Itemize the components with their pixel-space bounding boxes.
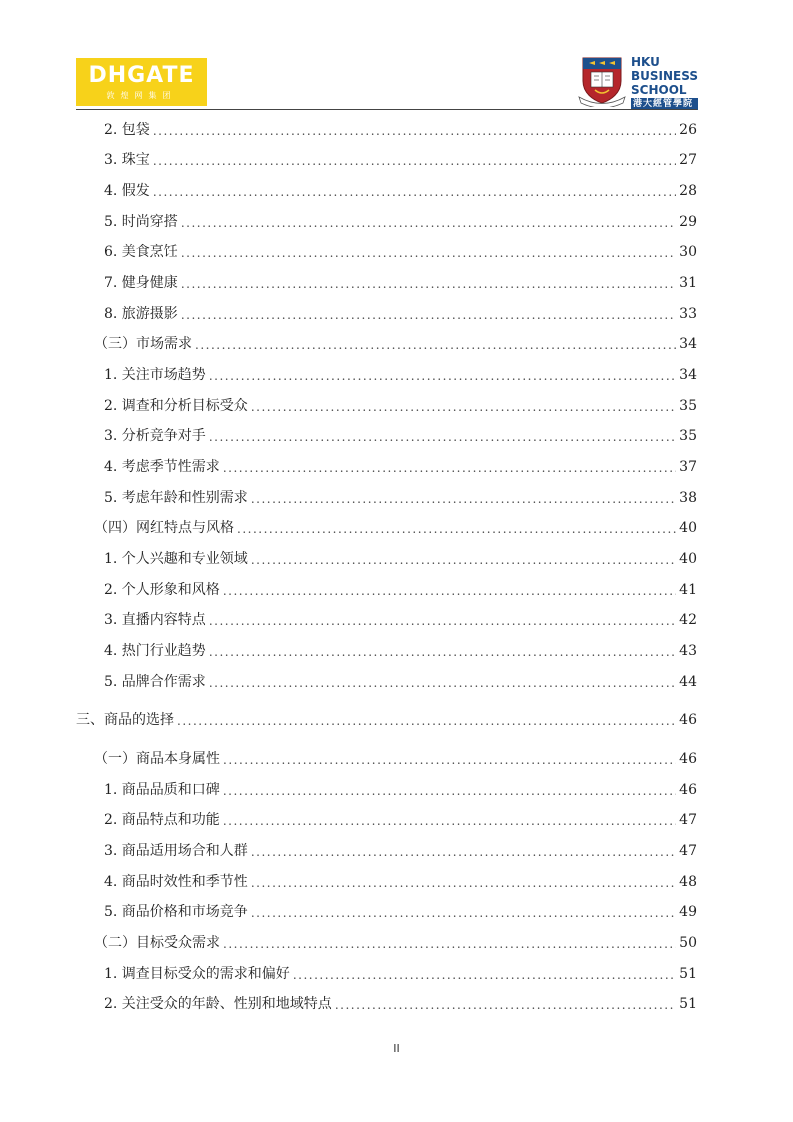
toc-page-number: 46 bbox=[679, 751, 697, 767]
toc-entry[interactable] bbox=[104, 425, 697, 445]
hku-line-1: HKU bbox=[631, 55, 660, 69]
toc-dot-leader bbox=[181, 307, 676, 323]
toc-dot-leader bbox=[335, 997, 676, 1013]
toc-page-number: 48 bbox=[679, 874, 697, 890]
toc-entry[interactable] bbox=[104, 993, 697, 1013]
toc-page-number: 40 bbox=[679, 551, 697, 567]
toc-dot-leader bbox=[177, 713, 676, 729]
toc-dot-leader bbox=[223, 752, 676, 768]
toc-entry[interactable] bbox=[104, 180, 697, 200]
toc-dot-leader bbox=[223, 783, 676, 799]
toc-dot-leader bbox=[209, 429, 676, 445]
toc-page-number: 42 bbox=[679, 612, 697, 628]
toc-entry[interactable] bbox=[104, 364, 697, 384]
toc-dot-leader bbox=[251, 552, 676, 568]
toc-page-number: 47 bbox=[679, 812, 697, 828]
toc-page-number: 50 bbox=[679, 935, 697, 951]
toc-entry-label: 1. 个人兴趣和专业领域 bbox=[104, 551, 248, 567]
toc-page-number: 51 bbox=[679, 996, 697, 1012]
page-footer-number: II bbox=[393, 1042, 400, 1055]
toc-entry[interactable] bbox=[104, 149, 697, 169]
toc-dot-leader bbox=[209, 644, 676, 660]
toc-page-number: 34 bbox=[679, 367, 697, 383]
toc-entry[interactable] bbox=[104, 840, 697, 860]
toc-entry-label: 3. 直播内容特点 bbox=[104, 612, 206, 628]
toc-entry[interactable] bbox=[104, 487, 697, 507]
toc-entry[interactable] bbox=[104, 211, 697, 231]
toc-entry[interactable] bbox=[104, 456, 697, 476]
toc-dot-leader bbox=[251, 844, 676, 860]
hku-chinese-name: 港大經管學院 bbox=[631, 98, 698, 110]
toc-dot-leader bbox=[293, 967, 676, 983]
hku-logo-text bbox=[631, 55, 698, 110]
hku-line-2: BUSINESS bbox=[631, 69, 698, 83]
toc-dot-leader bbox=[209, 368, 676, 384]
dhgate-logo-subtitle: 敦煌网集团 bbox=[106, 91, 177, 100]
header-divider bbox=[76, 109, 697, 110]
toc-dot-leader bbox=[153, 184, 676, 200]
toc-dot-leader bbox=[223, 813, 676, 829]
toc-page-number: 44 bbox=[679, 674, 697, 690]
toc-dot-leader bbox=[209, 675, 676, 691]
toc-entry[interactable] bbox=[94, 932, 697, 952]
toc-entry-label: （三）市场需求 bbox=[94, 336, 192, 352]
toc-page-number: 27 bbox=[679, 152, 697, 168]
toc-entry-label: 7. 健身健康 bbox=[104, 275, 178, 291]
toc-dot-leader bbox=[181, 276, 676, 292]
toc-entry-label: 5. 商品价格和市场竞争 bbox=[104, 904, 248, 920]
toc-entry[interactable] bbox=[104, 671, 697, 691]
toc-entry[interactable] bbox=[104, 119, 697, 139]
toc-entry[interactable] bbox=[94, 517, 697, 537]
toc-entry-label: 1. 商品品质和口碑 bbox=[104, 782, 220, 798]
toc-entry-label: 4. 假发 bbox=[104, 183, 150, 199]
toc-entry-label: 1. 关注市场趋势 bbox=[104, 367, 206, 383]
toc-page-number: 37 bbox=[679, 459, 697, 475]
toc-page-number: 35 bbox=[679, 428, 697, 444]
toc-entry[interactable] bbox=[104, 395, 697, 415]
toc-page-number: 46 bbox=[679, 712, 697, 728]
toc-dot-leader bbox=[153, 153, 676, 169]
toc-dot-leader bbox=[209, 613, 676, 629]
toc-entry-label: 3. 珠宝 bbox=[104, 152, 150, 168]
toc-entry[interactable] bbox=[104, 241, 697, 261]
toc-page-number: 31 bbox=[679, 275, 697, 291]
toc-entry-label: 2. 个人形象和风格 bbox=[104, 582, 220, 598]
toc-entry-label: 4. 热门行业趋势 bbox=[104, 643, 206, 659]
toc-dot-leader bbox=[251, 875, 676, 891]
toc-page-number: 28 bbox=[679, 183, 697, 199]
toc-page-number: 29 bbox=[679, 214, 697, 230]
toc-entry[interactable] bbox=[104, 779, 697, 799]
toc-page-number: 33 bbox=[679, 306, 697, 322]
toc-page-number: 40 bbox=[679, 520, 697, 536]
toc-dot-leader bbox=[251, 399, 676, 415]
toc-dot-leader bbox=[153, 123, 676, 139]
toc-entry[interactable] bbox=[104, 963, 697, 983]
toc-entry-label: 8. 旅游摄影 bbox=[104, 306, 178, 322]
toc-dot-leader bbox=[223, 460, 676, 476]
toc-page-number: 26 bbox=[679, 122, 697, 138]
toc-entry[interactable] bbox=[104, 809, 697, 829]
page-header bbox=[0, 0, 793, 112]
toc-entry-label: 2. 关注受众的年龄、性别和地域特点 bbox=[104, 996, 332, 1012]
toc-entry-label: 4. 商品时效性和季节性 bbox=[104, 874, 248, 890]
toc-page-number: 30 bbox=[679, 244, 697, 260]
toc-entry[interactable] bbox=[104, 272, 697, 292]
toc-entry-label: 三、商品的选择 bbox=[76, 712, 174, 728]
toc-entry[interactable] bbox=[104, 303, 697, 323]
toc-entry-label: 4. 考虑季节性需求 bbox=[104, 459, 220, 475]
toc-entry-label: 2. 包袋 bbox=[104, 122, 150, 138]
toc-entry[interactable] bbox=[94, 333, 697, 353]
toc-dot-leader bbox=[181, 215, 676, 231]
toc-entry[interactable] bbox=[104, 871, 697, 891]
hku-line-3: SCHOOL bbox=[631, 83, 687, 97]
toc-entry-label: 5. 品牌合作需求 bbox=[104, 674, 206, 690]
toc-dot-leader bbox=[223, 583, 676, 599]
toc-dot-leader bbox=[251, 491, 676, 507]
toc-entry[interactable] bbox=[104, 548, 697, 568]
toc-entry[interactable] bbox=[104, 901, 697, 921]
toc-entry[interactable] bbox=[104, 609, 697, 629]
toc-entry-label: 2. 调查和分析目标受众 bbox=[104, 398, 248, 414]
toc-page-number: 51 bbox=[679, 966, 697, 982]
toc-entry-label: 5. 考虑年龄和性别需求 bbox=[104, 490, 248, 506]
toc-page-number: 35 bbox=[679, 398, 697, 414]
toc-page-number: 38 bbox=[679, 490, 697, 506]
toc-entry-label: （一）商品本身属性 bbox=[94, 751, 220, 767]
toc-page-number: 43 bbox=[679, 643, 697, 659]
toc-page-number: 47 bbox=[679, 843, 697, 859]
dhgate-logo-text: DHGATE bbox=[88, 63, 195, 88]
toc-page-number: 49 bbox=[679, 904, 697, 920]
toc-dot-leader bbox=[181, 245, 676, 261]
toc-dot-leader bbox=[237, 521, 676, 537]
toc-page-number: 41 bbox=[679, 582, 697, 598]
toc-entry-label: （四）网红特点与风格 bbox=[94, 520, 234, 536]
toc-page-number: 34 bbox=[679, 336, 697, 352]
toc-entry-label: 6. 美食烹饪 bbox=[104, 244, 178, 260]
toc-entry[interactable] bbox=[76, 709, 697, 729]
toc-entry-label: 5. 时尚穿搭 bbox=[104, 214, 178, 230]
toc-entry-label: 2. 商品特点和功能 bbox=[104, 812, 220, 828]
dhgate-logo bbox=[76, 58, 207, 106]
toc-entry[interactable] bbox=[104, 640, 697, 660]
toc-entry-label: 1. 调查目标受众的需求和偏好 bbox=[104, 966, 290, 982]
toc-dot-leader bbox=[195, 337, 676, 353]
toc-entry[interactable] bbox=[104, 579, 697, 599]
toc-entry-label: 3. 商品适用场合和人群 bbox=[104, 843, 248, 859]
toc-dot-leader bbox=[251, 905, 676, 921]
toc-entry[interactable] bbox=[94, 748, 697, 768]
hku-crest-icon bbox=[577, 55, 627, 107]
toc-page-number: 46 bbox=[679, 782, 697, 798]
toc-dot-leader bbox=[223, 936, 676, 952]
toc-entry-label: 3. 分析竞争对手 bbox=[104, 428, 206, 444]
toc-entry-label: （二）目标受众需求 bbox=[94, 935, 220, 951]
